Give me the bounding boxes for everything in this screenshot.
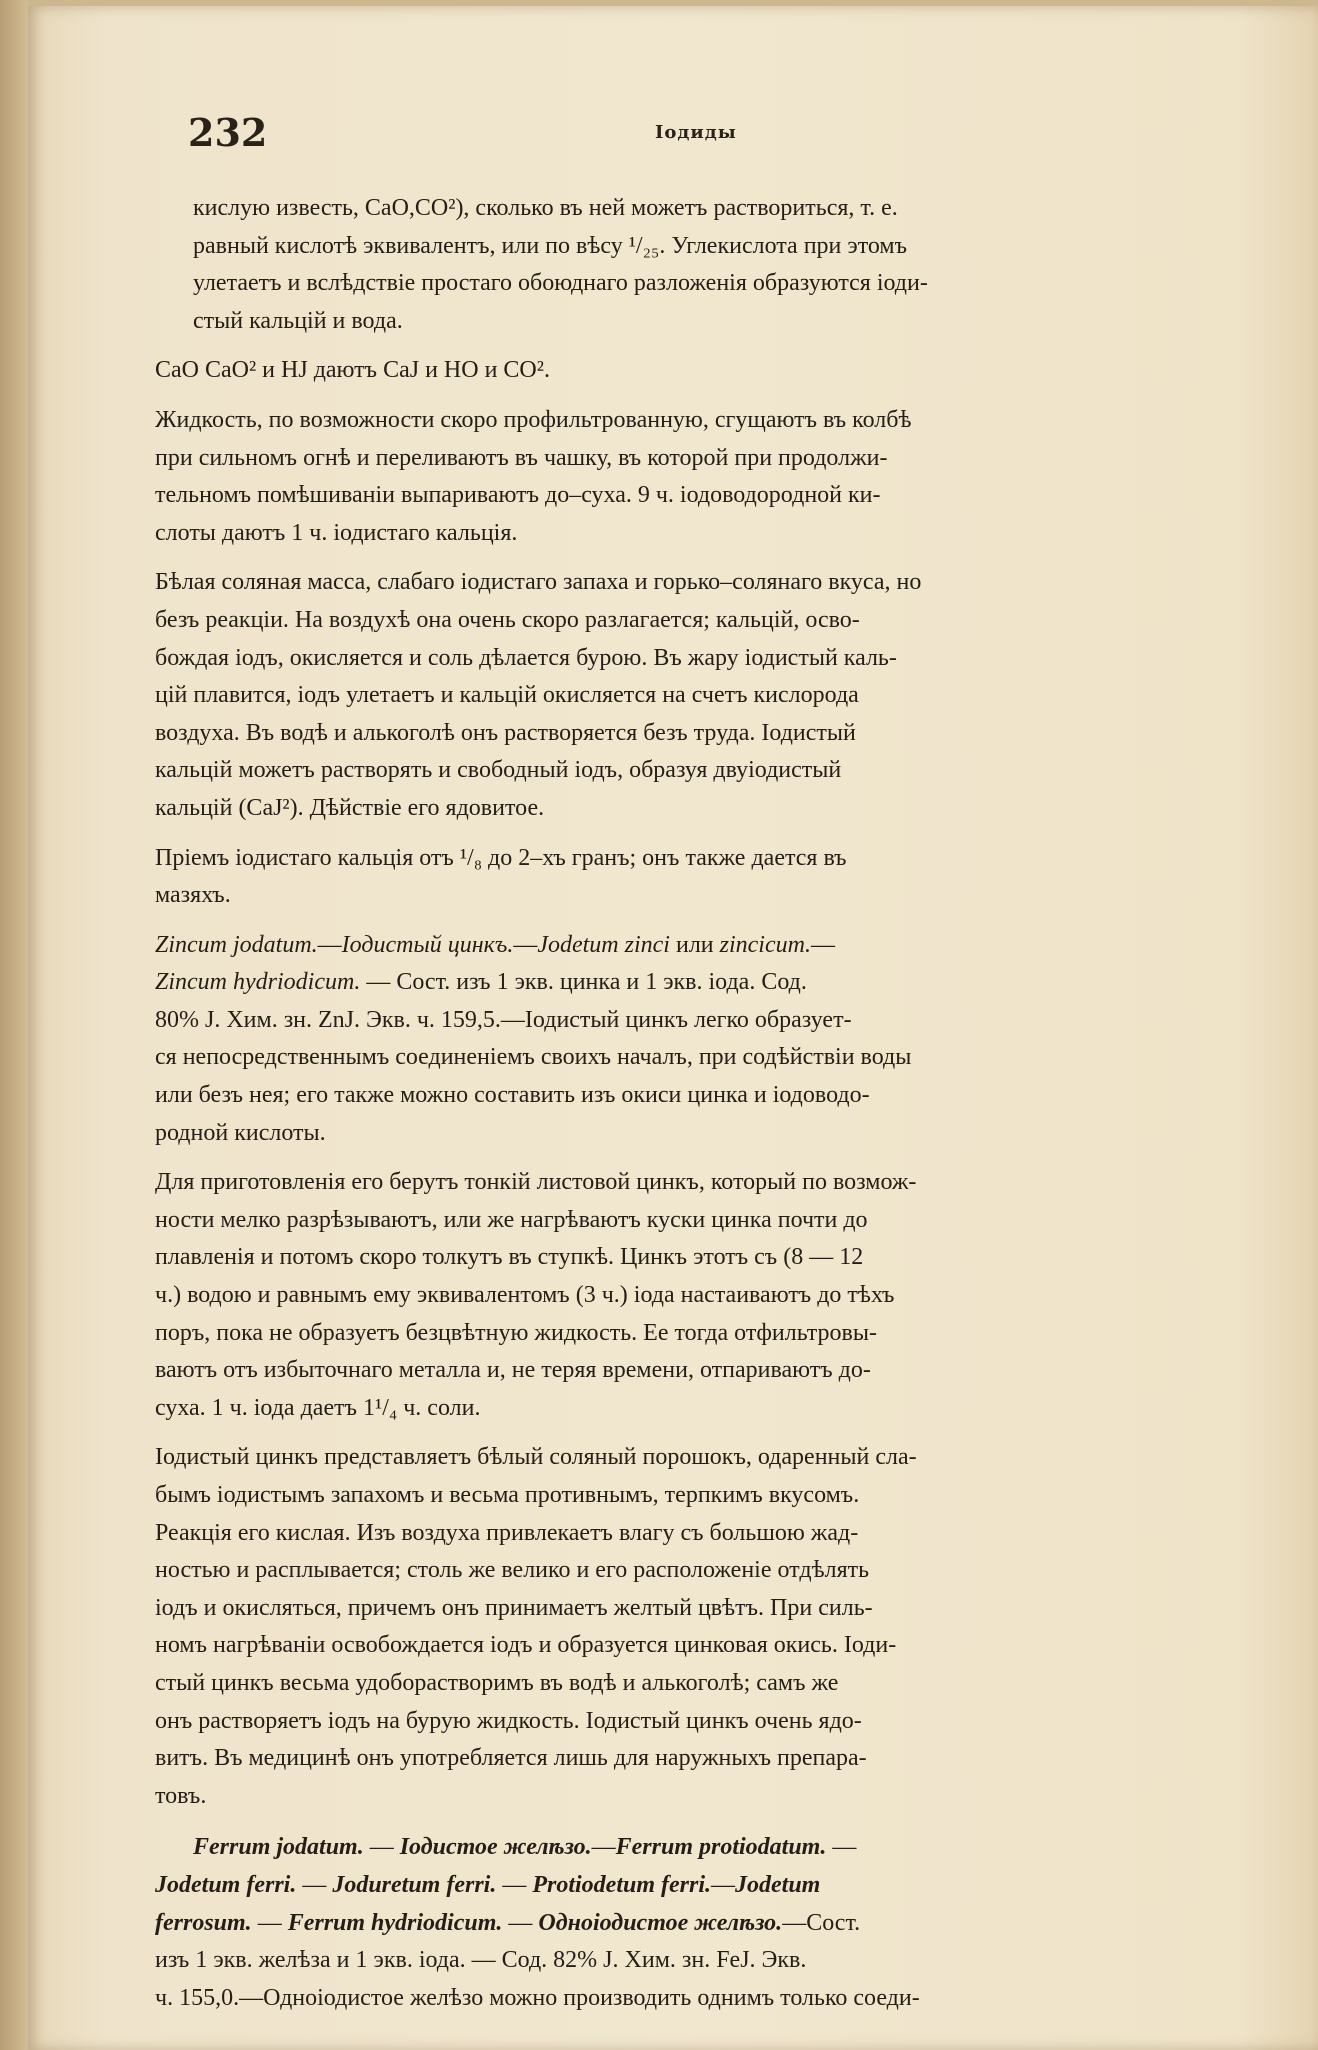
term-name: Jodetum (735, 1871, 821, 1898)
text-line: Бѣлая соляная масса, слабаго іодистаго запаха и горько–солянаго вкуса, но (155, 569, 922, 596)
text-line: тельномъ помѣшиваніи выпариваютъ до–суха. 9 ч. іодоводородной ки- (155, 482, 881, 509)
term-name: Ferrum hydriodicum. (287, 1909, 503, 1936)
text-line: Пріемъ іодистаго кальція отъ ¹/₈ до 2–хъ гранъ; онъ также дается въ (155, 844, 847, 871)
latin-name: Zincum hydriodicum. (155, 969, 361, 996)
text-line (155, 964, 1215, 1002)
text-run: — (296, 1871, 333, 1898)
text-line: мазяхъ. (155, 882, 231, 909)
text-line: Жидкость, по возможности скоро профильтрованную, сгущаютъ въ колбѣ (155, 406, 912, 433)
text-line: онъ растворяетъ іодъ на бурую жидкость. Іодистый цинкъ очень ядо- (155, 1707, 862, 1734)
paragraph (155, 402, 1215, 552)
iron-title-line (155, 1829, 1215, 1867)
formula-paragraph (155, 352, 1215, 390)
text-line: ч. 155,0.—Одноіодистое желѣзо можно производить однимъ только соеди- (155, 1984, 920, 2011)
text-run: — (591, 1834, 616, 1861)
text-line: бождая іодъ, окисляется и соль дѣлается бурою. Въ жару іодистый каль- (155, 644, 897, 671)
text-run: — (496, 1871, 533, 1898)
text-line: Іодистый цинкъ представляетъ бѣлый соляный порошокъ, одаренный сла- (155, 1444, 917, 1471)
zinc-article (155, 927, 1215, 1153)
text-line: улетаетъ и вслѣдствіе простаго обоюднаго разложенія образуются іоди- (193, 270, 928, 297)
text-line: іодъ и окисляться, причемъ онъ принимаетъ желтый цвѣтъ. При силь- (155, 1594, 873, 1621)
text-run: — (251, 1909, 288, 1936)
text-line: Реакція его кислая. Изъ воздуха привлекаетъ влагу съ большою жад- (155, 1519, 859, 1546)
text-line: стый кальцій и вода. (193, 307, 403, 334)
latin-name: Zincum jodatum. (155, 931, 318, 958)
zinc-title-line (155, 927, 1215, 965)
text-line: слоты даютъ 1 ч. іодистаго кальція. (155, 519, 518, 546)
term-name: Joduretum ferri. (332, 1871, 497, 1898)
term-name: Одноіодистое желѣзо. (538, 1909, 783, 1936)
text-run: — (826, 1834, 857, 1861)
paragraph (155, 190, 1215, 340)
term-name: ferrosum. (155, 1909, 252, 1936)
dash: — (810, 931, 835, 958)
text-line: кислую известь, CaO,CO²), сколько въ ней можетъ раствориться, т. е. (193, 195, 898, 221)
conjunction: или (669, 931, 720, 958)
dash: — (317, 931, 342, 958)
term-name: Ferrum jodatum. (193, 1834, 364, 1861)
term-name: Ferrum protiodatum. (615, 1834, 827, 1861)
text-line: безъ реакціи. На воздухѣ она очень скоро разлагается; кальцій, осво- (155, 606, 860, 633)
term-name: Іодистое желѣзо. (399, 1834, 592, 1861)
text-line (155, 1905, 1215, 1943)
text-line: воздуха. Въ водѣ и алькоголѣ онъ растворяется безъ труда. Іодистый (155, 719, 856, 746)
text-line: номъ нагрѣваніи освобождается іодъ и образуется цинковая окись. Іоди- (155, 1632, 897, 1659)
text-line: кальцій можетъ растворять и свободный іодъ, образуя двуіодистый (155, 757, 842, 784)
text-run: — (711, 1871, 736, 1898)
text-line: ности мелко разрѣзываютъ, или же нагрѣваютъ куски цинка почти до (155, 1206, 868, 1233)
text-line: изъ 1 экв. желѣза и 1 экв. іода. — Сод. 82% J. Хим. зн. FeJ. Экв. (155, 1947, 807, 1974)
latin-name: zincicum. (719, 931, 811, 958)
text-line: ч.) водою и равнымъ ему эквивалентомъ (3 ч.) іода настаиваютъ до тѣхъ (155, 1282, 895, 1309)
text-line: родной кислоты. (155, 1119, 326, 1146)
text-line: 80% J. Хим. зн. ZnJ. Экв. ч. 159,5.—Іодистый цинкъ легко образует- (155, 1006, 852, 1033)
text-line: ностью и расплывается; столь же велико и его расположеніе отдѣлять (155, 1557, 870, 1584)
text-line: CaO CaO² и HJ даютъ CaJ и HO и CO². (155, 357, 550, 384)
page-number: 232 (188, 110, 268, 155)
iron-article (155, 1829, 1215, 2017)
russian-name: Іодистый цинкъ. (341, 931, 514, 958)
page-body (155, 190, 1215, 2029)
running-head: Іодиды (655, 122, 737, 143)
paragraph (155, 564, 1215, 827)
page-header (160, 110, 1220, 170)
text-line: стый цинкъ весьма удоборастворимъ въ водѣ и алькоголѣ; самъ же (155, 1669, 839, 1696)
text-line (155, 1867, 1215, 1905)
text-line: витъ. Въ медицинѣ онъ употребляется лишь для наружныхъ препара- (155, 1745, 867, 1772)
term-name: Protiodetum ferri. (532, 1871, 712, 1898)
paragraph (155, 1439, 1215, 1815)
text-line: ваютъ отъ избыточнаго металла и, не теряя времени, отпариваютъ до- (155, 1357, 871, 1384)
text-line: или безъ нея; его также можно составить изъ окиси цинка и іодоводо- (155, 1082, 870, 1109)
text-line: плавленія и потомъ скоро толкутъ въ ступкѣ. Цинкъ этотъ съ (8 — 12 (155, 1244, 864, 1271)
page-binding-shadow (0, 0, 28, 2050)
text-line: ся непосредственнымъ соединеніемъ своихъ началъ, при содѣйствіи воды (155, 1044, 912, 1071)
text-line: бымъ іодистымъ запахомъ и весьма противнымъ, терпкимъ вкусомъ. (155, 1482, 860, 1508)
text-run: — (502, 1909, 539, 1936)
term-name: Jodetum ferri. (155, 1871, 297, 1898)
text-run: —Сост. (782, 1909, 861, 1936)
paragraph (155, 1164, 1215, 1427)
dash: — (513, 931, 538, 958)
text-line: суха. 1 ч. іода даетъ 1¹/₄ ч. соли. (155, 1394, 481, 1421)
latin-name: Jodetum zinci (537, 931, 670, 958)
text-line: поръ, пока не образуетъ безцвѣтную жидкость. Ее тогда отфильтровы- (155, 1319, 877, 1346)
text-line: равный кислотѣ эквивалентъ, или по вѣсу ¹/₂₅. Углекислота при этомъ (193, 232, 908, 259)
text-line: Для приготовленія его берутъ тонкій листовой цинкъ, который по возмож- (155, 1169, 917, 1196)
text-line: при сильномъ огнѣ и переливаютъ въ чашку, въ которой при продолжи- (155, 444, 888, 471)
text-run: — Сост. изъ 1 экв. цинка и 1 экв. іода. Сод. (360, 969, 807, 996)
text-line: кальцій (CaJ²). Дѣйствіе его ядовитое. (155, 794, 545, 821)
text-line: цій плавится, іодъ улетаетъ и кальцій окисляется на счетъ кислорода (155, 682, 859, 709)
text-run: — (363, 1834, 400, 1861)
paragraph (155, 840, 1215, 915)
text-line: товъ. (155, 1782, 207, 1809)
